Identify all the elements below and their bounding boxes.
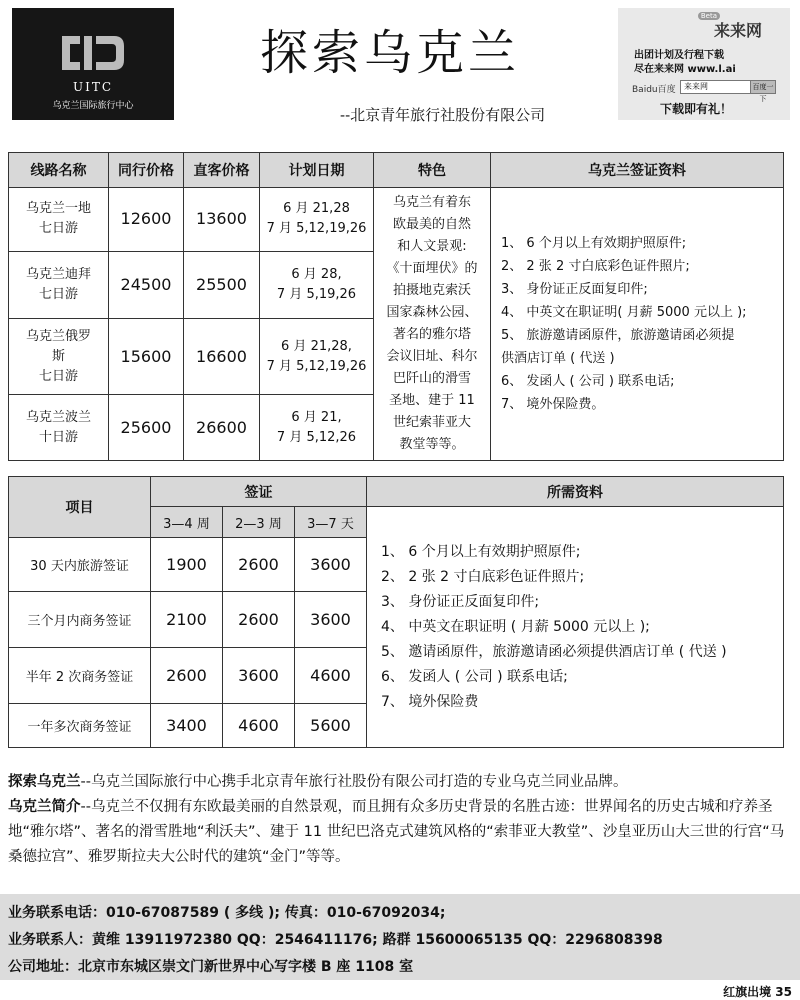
- ad-line1: 出团计划及行程下载: [634, 50, 724, 61]
- period-3-7-days: 3—7 天: [295, 507, 367, 538]
- peer-price: 24500: [109, 251, 184, 319]
- col-visa-docs: 乌克兰签证资料: [491, 153, 784, 188]
- plan-date: 6 月 28, 7 月 5,19,26: [260, 251, 374, 319]
- ad-line2: 尽在来来网 www.l.ai: [634, 64, 736, 75]
- col-peer-price: 同行价格: [109, 153, 184, 188]
- peer-price: 15600: [109, 319, 184, 395]
- intro-label-1: 探索乌克兰: [8, 774, 81, 790]
- visa-type: 三个月内商务签证: [9, 592, 151, 648]
- direct-price: 16600: [184, 319, 260, 395]
- plan-date: 6 月 21,28, 7 月 5,12,19,26: [260, 319, 374, 395]
- logo-chinese: 乌克兰国际旅行中心: [52, 101, 134, 111]
- page-subtitle: --北京青年旅行社股份有限公司: [340, 106, 546, 124]
- col-visa: 签证: [151, 477, 367, 507]
- visa-price: 3600: [295, 592, 367, 648]
- contact-address: 公司地址：北京市东城区崇文门新世界中心写字楼 B 座 1108 室: [8, 959, 414, 975]
- visa-price: 3600: [295, 538, 367, 592]
- visa-type: 30 天内旅游签证: [9, 538, 151, 592]
- visa-price: 1900: [151, 538, 223, 592]
- direct-price: 25500: [184, 251, 260, 319]
- ad-beta-badge: Beta: [698, 12, 720, 20]
- intro-section: [8, 770, 788, 870]
- visa-header-row: [9, 477, 784, 507]
- route-name: 乌克兰迪拜 七日游: [9, 251, 109, 319]
- col-required-docs: 所需资料: [367, 477, 784, 507]
- uitc-logo-icon: [58, 32, 128, 74]
- visa-price: 3600: [223, 648, 295, 704]
- intro-paragraph-2: [8, 795, 788, 870]
- intro-label-2: 乌克兰简介: [8, 799, 81, 815]
- visa-type: 半年 2 次商务签证: [9, 648, 151, 704]
- intro-text-1: --乌克兰国际旅行中心携手北京青年旅行社股份有限公司打造的专业乌克兰同业品牌。: [80, 774, 628, 790]
- visa-price: 4600: [223, 704, 295, 748]
- col-item: 项目: [9, 477, 151, 538]
- peer-price: 25600: [109, 395, 184, 461]
- contact-phone: 业务联系电话：010-67087589 ( 多线 ); 传真：010-67092034;: [8, 905, 446, 921]
- plan-date: 6 月 21,28 7 月 5,12,19,26: [260, 188, 374, 252]
- visa-price: 2600: [151, 648, 223, 704]
- peer-price: 12600: [109, 188, 184, 252]
- plan-date: 6 月 21, 7 月 5,12,26: [260, 395, 374, 461]
- visa-price-table: [8, 476, 784, 748]
- visa-price: 2100: [151, 592, 223, 648]
- page-title: 探索乌克兰: [259, 25, 520, 81]
- intro-paragraph-1: [8, 770, 788, 795]
- col-direct-price: 直客价格: [184, 153, 260, 188]
- col-features: 特色: [374, 153, 491, 188]
- route-name: 乌克兰一地 七日游: [9, 188, 109, 252]
- laila-advert[interactable]: [618, 8, 790, 120]
- visa-price: 2600: [223, 592, 295, 648]
- direct-price: 26600: [184, 395, 260, 461]
- logo-english: UITC: [72, 80, 114, 94]
- period-2-3-weeks: 2—3 周: [223, 507, 295, 538]
- period-3-4-weeks: 3—4 周: [151, 507, 223, 538]
- intro-text-2: --乌克兰不仅拥有东欧最美丽的自然景观，而且拥有众多历史背景的名胜古迹：世界闻名的历史古城和疗养圣地“雅尔塔”、著名的滑雪胜地“利沃夫”、建于 11 世纪巴洛克式建筑风格的“索菲亚大教堂”、沙皇亚历山大三世的行宫“马桑德拉宫”、雅罗斯拉夫大公时代的建筑“金门”等等。: [8, 799, 785, 865]
- ad-search-box[interactable]: 来来网: [680, 80, 751, 94]
- page-footer: 红旗出境 35: [723, 985, 792, 999]
- routes-table: [8, 152, 784, 461]
- col-plan-date: 计划日期: [260, 153, 374, 188]
- visa-type: 一年多次商务签证: [9, 704, 151, 748]
- visa-price: 3400: [151, 704, 223, 748]
- visa-price: 4600: [295, 648, 367, 704]
- route-name: 乌克兰俄罗 斯 七日游: [9, 319, 109, 395]
- visa-price: 2600: [223, 538, 295, 592]
- features-cell: 乌克兰有着东 欧最美的自然 和人文景观: 《十面埋伏》的 拍摄地克索沃 国家森林公园、 著名的雅尔塔 会议旧址、科尔 巴阡山的滑雪 圣地、建于 11 世纪索菲亚大 教堂等等。: [374, 188, 491, 461]
- required-docs-cell: 1、 6 个月以上有效期护照原件; 2、 2 张 2 寸白底彩色证件照片; 3、 身份证正反面复印件; 4、 中英文在职证明 ( 月薪 5000 元以上 ); 5、 邀请函原件，旅游邀请函必须提供酒店订单 ( 代送 ) 6、 发函人 ( 公司 ) 联系电话; 7、 境外保险费: [367, 507, 784, 748]
- company-logo: [12, 8, 174, 120]
- col-route-name: 线路名称: [9, 153, 109, 188]
- table-row: [9, 188, 784, 252]
- baidu-logo: Baidu百度: [632, 85, 676, 95]
- ad-logo: 来来网: [713, 21, 762, 40]
- ad-search-button[interactable]: 百度一下: [750, 80, 776, 94]
- contact-persons: 业务联系人：黄维 13911972380 QQ：2546411176; 路群 15600065135 QQ：2296808398: [8, 932, 663, 948]
- routes-header-row: [9, 153, 784, 188]
- visa-price: 5600: [295, 704, 367, 748]
- contact-box: [0, 894, 800, 980]
- visa-docs-cell: 1、 6 个月以上有效期护照原件; 2、 2 张 2 寸白底彩色证件照片; 3、 身份证正反面复印件; 4、 中英文在职证明( 月薪 5000 元以上 ); 5、 旅游邀请函原件，旅游邀请函必须提 供酒店订单 ( 代送 ) 6、 发函人 ( 公司 ) 联系电话; 7、 境外保险费。: [491, 188, 784, 461]
- route-name: 乌克兰波兰 十日游: [9, 395, 109, 461]
- direct-price: 13600: [184, 188, 260, 252]
- ad-gift-text: 下载即有礼！: [660, 102, 733, 116]
